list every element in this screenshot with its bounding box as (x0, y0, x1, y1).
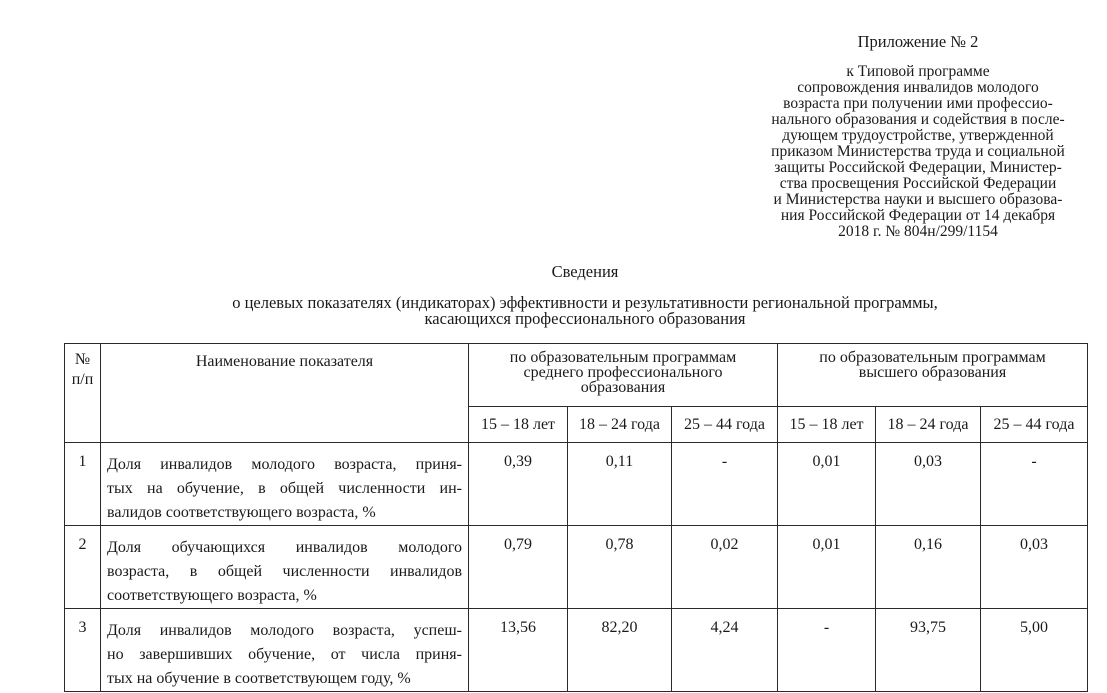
header-group-line: по образовательным программам (509, 349, 737, 366)
row-indicator-name (101, 609, 469, 692)
document-subtitle (0, 295, 1107, 327)
appendix-line: ства просвещения Российской Федерации (779, 175, 1057, 192)
row-name-line: Доля инвалидов молодого возраста, успеш- (107, 622, 462, 639)
row-number: 3 (65, 609, 101, 692)
row-value: 0,03 (876, 443, 981, 526)
row-number: 1 (65, 443, 101, 526)
appendix-line: возраста при получении ими профессио- (783, 95, 1053, 112)
header-number-line: № (74, 351, 91, 368)
row-value: 93,75 (876, 609, 981, 692)
row-value: 0,16 (876, 526, 981, 609)
row-name-line: соответствующего возраста, % (107, 587, 317, 604)
table-row (65, 443, 1088, 526)
appendix-line: ния Российской Федерации от 14 декабря (780, 207, 1056, 224)
row-value: - (672, 443, 778, 526)
appendix-line: и Министерства науки и высшего образова- (773, 191, 1063, 208)
row-name-line: возраста, в общей численности инвалидов (107, 563, 462, 580)
header-age: 18 – 24 года (876, 407, 981, 443)
row-value: 0,03 (981, 526, 1088, 609)
header-group-vo (778, 344, 1088, 407)
row-value: 0,11 (568, 443, 672, 526)
header-number (65, 344, 101, 443)
table-header-row (65, 344, 1088, 407)
header-age: 25 – 44 года (981, 407, 1088, 443)
header-group-spo (469, 344, 778, 407)
indicators-table (64, 343, 1088, 692)
appendix-header (742, 34, 1094, 240)
row-number: 2 (65, 526, 101, 609)
header-age: 15 – 18 лет (469, 407, 568, 443)
row-value: 0,39 (469, 443, 568, 526)
appendix-line: защиты Российской Федерации, Министер- (774, 159, 1062, 176)
row-value: 5,00 (981, 609, 1088, 692)
row-value: 13,56 (469, 609, 568, 692)
appendix-line: приказом Министерства труда и социальной (771, 143, 1065, 160)
header-number-line: п/п (71, 371, 94, 388)
row-value: 0,01 (778, 443, 876, 526)
row-indicator-name (101, 526, 469, 609)
header-group-line: среднего профессионального (523, 364, 723, 381)
appendix-title: Приложение № 2 (857, 32, 979, 51)
header-age: 15 – 18 лет (778, 407, 876, 443)
table-row (65, 609, 1088, 692)
row-indicator-name (101, 443, 469, 526)
row-value: 4,24 (672, 609, 778, 692)
header-age: 25 – 44 года (672, 407, 778, 443)
document-title: Сведения (551, 262, 619, 281)
row-name-line: но завершивших обучение, от числа приня- (107, 646, 462, 663)
row-value: 0,78 (568, 526, 672, 609)
header-group-line: высшего образования (858, 364, 1007, 381)
row-value: 82,20 (568, 609, 672, 692)
row-value: 0,01 (778, 526, 876, 609)
document-subtitle-line: касающихся профессионального образования (424, 309, 746, 328)
row-name-line: Доля инвалидов молодого возраста, приня- (107, 456, 462, 473)
row-name-line: тых на обучение, в общей численности ин- (107, 480, 462, 497)
appendix-line: к Типовой программе (846, 63, 990, 80)
row-value: - (778, 609, 876, 692)
row-name-line: валидов соответствующего возраста, % (107, 504, 376, 521)
header-group-line: образования (580, 379, 666, 396)
row-value: 0,79 (469, 526, 568, 609)
row-value: 0,02 (672, 526, 778, 609)
row-name-line: Доля обучающихся инвалидов молодого (107, 539, 462, 556)
appendix-line: дующем трудоустройстве, утвержденной (782, 127, 1054, 144)
document-subtitle-line: о целевых показателях (индикаторах) эффективности и результативности региональной программы, (232, 293, 938, 312)
appendix-line: сопровождения инвалидов молодого (797, 79, 1039, 96)
row-name-line: тых на обучение в соответствующем году, % (107, 670, 411, 687)
header-indicator-name: Наименование показателя (101, 344, 469, 443)
header-group-line: по образовательным программам (819, 349, 1046, 366)
appendix-line: нального образования и содействия в после- (771, 111, 1065, 128)
appendix-line: 2018 г. № 804н/299/1154 (838, 223, 998, 240)
row-value: - (981, 443, 1088, 526)
table-row (65, 526, 1088, 609)
header-age: 18 – 24 года (568, 407, 672, 443)
